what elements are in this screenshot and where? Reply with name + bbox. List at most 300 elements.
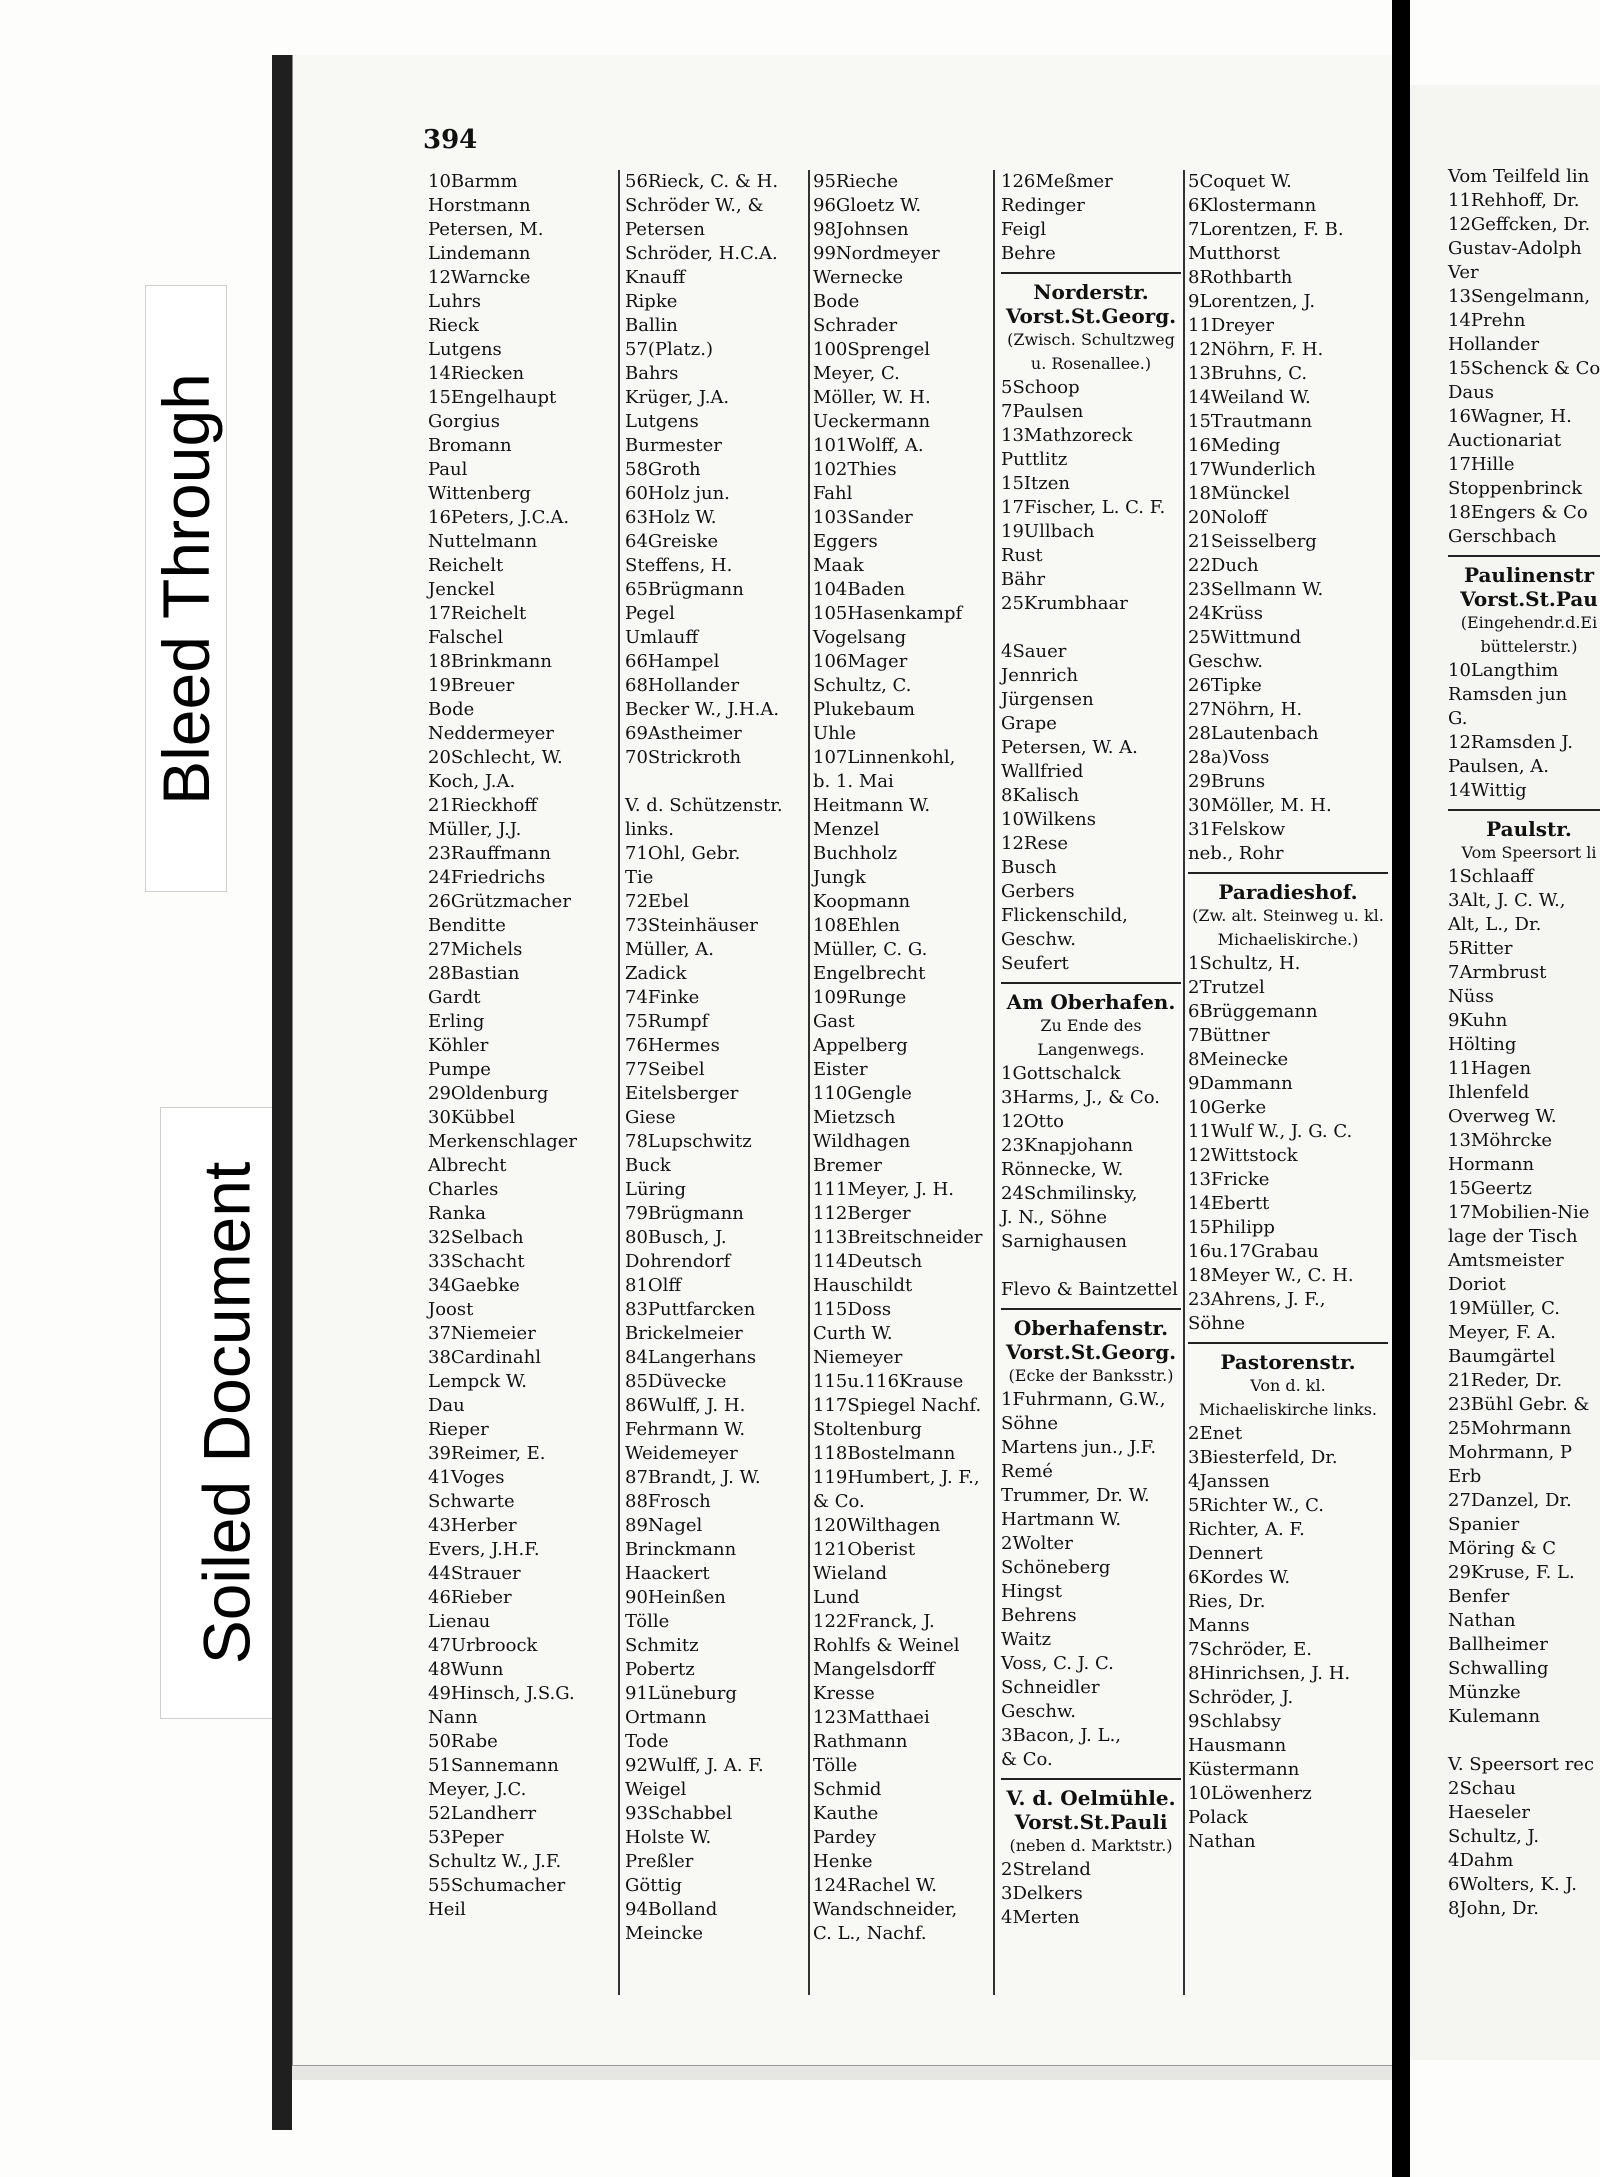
directory-entry: neb., Rohr [1188, 843, 1284, 864]
street-title: Paulstr. [1486, 817, 1572, 841]
directory-entry: 109Runge [813, 987, 907, 1008]
directory-entry: Wandschneider, [813, 1899, 958, 1920]
directory-entry: 111Meyer, J. H. [813, 1179, 955, 1200]
directory-entry: Möller, W. H. [813, 387, 931, 408]
directory-entry: 46Rieber [428, 1587, 512, 1608]
directory-entry: 69Astheimer [625, 723, 742, 744]
directory-entry: 4Dahm [1448, 1850, 1514, 1871]
directory-entry: Haackert [625, 1563, 710, 1584]
directory-entry: Köhler [428, 1035, 489, 1056]
directory-entry: 24Friedrichs [428, 867, 546, 888]
directory-entry: 23Rauffmann [428, 843, 551, 864]
directory-entry: Wieland [813, 1563, 888, 1584]
directory-entry: Schröder, H.C.A. [625, 243, 778, 264]
directory-entry: 7Paulsen [1001, 401, 1084, 422]
directory-entry: 118Bostelmann [813, 1443, 956, 1464]
directory-entry: Mohrmann, P [1448, 1442, 1573, 1463]
directory-entry: Nuttelmann [428, 531, 538, 552]
directory-entry: Schultz W., J.F. [428, 1851, 562, 1872]
directory-entry: 3Bacon, J. L., [1001, 1725, 1122, 1746]
directory-entry: 13Sengelmann, [1448, 286, 1591, 307]
directory-entry: Gerbers [1001, 881, 1075, 902]
directory-entry: 48Wunn [428, 1659, 504, 1680]
directory-entry: 14Wittig [1448, 780, 1527, 801]
directory-entry: 12Nöhrn, F. H. [1188, 339, 1324, 360]
directory-entry: 5Coquet W. [1188, 171, 1292, 192]
directory-entry: Benditte [428, 915, 506, 936]
bleed-through-tag [145, 285, 227, 892]
directory-entry: Rohlfs & Weinel [813, 1635, 960, 1656]
directory-entry: 91Lüneburg [625, 1683, 737, 1704]
directory-entry: 7Büttner [1188, 1025, 1270, 1046]
directory-entry: 93Schabbel [625, 1803, 733, 1824]
directory-entry: 2Schau [1448, 1778, 1516, 1799]
directory-entry: 4Sauer [1001, 641, 1067, 662]
directory-entry: 73Steinhäuser [625, 915, 758, 936]
directory-entry: Rust [1001, 545, 1043, 566]
directory-entry: 115Doss [813, 1299, 892, 1320]
directory-entry: Geschw. [1001, 929, 1076, 950]
directory-entry: Sarnighausen [1001, 1231, 1127, 1252]
directory-entry: 10Gerke [1188, 1097, 1267, 1118]
directory-entry: Curth W. [813, 1323, 893, 1344]
directory-entry: 9Dammann [1188, 1073, 1293, 1094]
directory-entry: Ries, Dr. [1188, 1591, 1266, 1612]
directory-entry: 6Klostermann [1188, 195, 1317, 216]
directory-entry: 16u.17Grabau [1188, 1241, 1319, 1262]
directory-entry: 107Linnenkohl, [813, 747, 956, 768]
directory-entry: 110Gengle [813, 1083, 912, 1104]
directory-entry: 5Schoop [1001, 377, 1080, 398]
directory-entry: 14Ebertt [1188, 1193, 1270, 1214]
directory-entry: 23Knapjohann [1001, 1135, 1134, 1156]
directory-page [292, 55, 1393, 2065]
directory-entry: 9Kuhn [1448, 1010, 1508, 1031]
directory-entry: 8Kalisch [1001, 785, 1080, 806]
facing-page-column [1448, 165, 1600, 1921]
directory-entry: Mutthorst [1188, 243, 1280, 264]
directory-entry: J. N., Söhne [1001, 1207, 1108, 1228]
street-note: (Ecke der Banksstr.) [1008, 1366, 1174, 1385]
directory-entry: Lindemann [428, 243, 531, 264]
directory-entry: 14Weiland W. [1188, 387, 1311, 408]
directory-entry: 119Humbert, J. F., [813, 1467, 980, 1488]
directory-entry: Nathan [1448, 1610, 1516, 1631]
directory-entry: 27Nöhrn, H. [1188, 699, 1303, 720]
directory-entry: Alt, L., Dr. [1448, 914, 1542, 935]
directory-entry: 2Enet [1188, 1423, 1243, 1444]
directory-entry: 49Hinsch, J.S.G. [428, 1683, 575, 1704]
directory-entry: Hormann [1448, 1154, 1535, 1175]
directory-entry: Bremer [813, 1155, 882, 1176]
directory-entry: 115u.116Krause [813, 1371, 964, 1392]
directory-entry: 2Streland [1001, 1859, 1091, 1880]
directory-entry: 100Sprengel [813, 339, 930, 360]
directory-entry: Weidemeyer [625, 1443, 738, 1464]
directory-entry: Schultz, J. [1448, 1826, 1540, 1847]
directory-entry: Kauthe [813, 1803, 879, 1824]
street-note: (Zw. alt. Steinweg u. kl. Michaeliskirche.) [1192, 906, 1384, 949]
directory-entry: 30Möller, M. H. [1188, 795, 1332, 816]
directory-entry: 50Rabe [428, 1731, 498, 1752]
directory-entry: 16Meding [1188, 435, 1281, 456]
directory-entry: 108Ehlen [813, 915, 901, 936]
directory-entry: 21Reder, Dr. [1448, 1370, 1563, 1391]
directory-entry: 25Wittmund [1188, 627, 1302, 648]
directory-entry: 12Geffcken, Dr. [1448, 214, 1591, 235]
directory-entry: 13Möhrcke [1448, 1130, 1553, 1151]
directory-entry: Kresse [813, 1683, 875, 1704]
directory-entry: Behre [1001, 243, 1056, 264]
directory-entry: 15Schenck & Co [1448, 358, 1600, 379]
section-rule [1448, 555, 1600, 557]
directory-entry: 28Bastian [428, 963, 520, 984]
column-5 [1188, 170, 1388, 1854]
directory-entry: Holste W. [625, 1827, 712, 1848]
directory-entry: Puttlitz [1001, 449, 1068, 470]
directory-entry: 19Müller, C. [1448, 1298, 1561, 1319]
directory-entry: Müller, C. G. [813, 939, 928, 960]
section-rule [1448, 809, 1600, 811]
directory-entry: 83Puttfarcken [625, 1299, 756, 1320]
street-subtitle: Vorst.St.Georg. [1005, 1340, 1177, 1364]
directory-entry: 28Lautenbach [1188, 723, 1319, 744]
directory-entry: 101Wolff, A. [813, 435, 924, 456]
directory-entry: Vogelsang [813, 627, 907, 648]
directory-entry: Martens jun., J.F. [1001, 1437, 1157, 1458]
directory-entry: Ueckermann [813, 411, 931, 432]
directory-entry: 17Mobilien-Nie [1448, 1202, 1590, 1223]
directory-entry: 15Philipp [1188, 1217, 1275, 1238]
directory-entry: Benfer [1448, 1586, 1510, 1607]
directory-entry: 22Duch [1188, 555, 1259, 576]
street-subtitle: Vorst.St.Pau [1460, 587, 1598, 611]
directory-entry: 96Gloetz W. [813, 195, 922, 216]
street-note: (Zwisch. Schultzweg u. Rosenallee.) [1007, 330, 1175, 373]
directory-entry: 16Peters, J.C.A. [428, 507, 570, 528]
directory-entry: 18Engers & Co [1448, 502, 1588, 523]
directory-entry: Meyer, J.C. [428, 1779, 527, 1800]
column-4 [1001, 170, 1181, 1930]
directory-entry: Lempck W. [428, 1371, 527, 1392]
directory-entry: 25Mohrmann [1448, 1418, 1572, 1439]
directory-entry: G. [1448, 708, 1468, 729]
directory-entry: 6Brüggemann [1188, 1001, 1318, 1022]
directory-entry: Petersen [625, 219, 705, 240]
directory-entry: Feigl [1001, 219, 1047, 240]
directory-entry: 29Bruns [1188, 771, 1266, 792]
directory-entry: Rathmann [813, 1731, 908, 1752]
directory-entry: Remé [1001, 1461, 1053, 1482]
directory-entry: Reichelt [428, 555, 504, 576]
directory-entry: Engelbrecht [813, 963, 926, 984]
directory-entry: 19Breuer [428, 675, 515, 696]
directory-entry: Wernecke [813, 267, 904, 288]
directory-entry: 103Sander [813, 507, 913, 528]
directory-entry: 12Wittstock [1188, 1145, 1298, 1166]
directory-entry: 122Franck, J. [813, 1611, 935, 1632]
directory-entry: Rönnecke, W. [1001, 1159, 1124, 1180]
directory-entry: Tölle [813, 1755, 858, 1776]
directory-entry: Neddermeyer [428, 723, 554, 744]
directory-entry: Küstermann [1188, 1759, 1300, 1780]
street-title: Pastorenstr. [1220, 1350, 1356, 1374]
directory-entry: Fehrmann W. [625, 1419, 746, 1440]
directory-entry: 18Münckel [1188, 483, 1290, 504]
directory-entry: Lund [813, 1587, 860, 1608]
directory-entry: 20Noloff [1188, 507, 1267, 528]
directory-entry: Ihlenfeld [1448, 1082, 1530, 1103]
directory-entry: Schultz, C. [813, 675, 912, 696]
directory-entry: 17Reichelt [428, 603, 527, 624]
directory-entry: Müller, A. [625, 939, 714, 960]
directory-entry: Jürgensen [1001, 689, 1094, 710]
directory-entry: Gustav-Adolph [1448, 238, 1582, 259]
directory-entry: Redinger [1001, 195, 1085, 216]
directory-entry [625, 770, 783, 794]
directory-entry: Gardt [428, 987, 481, 1008]
book-gutter [1392, 0, 1410, 2177]
directory-entry: Polack [1188, 1807, 1248, 1828]
directory-entry: Lutgens [428, 339, 502, 360]
directory-entry: Hollander [1448, 334, 1540, 355]
directory-entry: 15Engelhaupt [428, 387, 557, 408]
directory-entry: Hauschildt [813, 1275, 913, 1296]
directory-entry: Weigel [625, 1779, 687, 1800]
directory-entry: Gast [813, 1011, 855, 1032]
directory-entry: 53Peper [428, 1827, 504, 1848]
directory-entry: 12Ramsden J. [1448, 732, 1573, 753]
directory-entry: 23Ahrens, J. F., [1188, 1289, 1326, 1310]
directory-entry: 26Grützmacher [428, 891, 571, 912]
directory-entry: Paul [428, 459, 468, 480]
directory-entry: 18Meyer W., C. H. [1188, 1265, 1354, 1286]
directory-entry: Ranka [428, 1203, 486, 1224]
column-divider [618, 170, 620, 1995]
directory-entry: 74Finke [625, 987, 700, 1008]
directory-entry: 56Rieck, C. & H. [625, 171, 779, 192]
directory-entry: 33Schacht [428, 1251, 525, 1272]
directory-entry: Merkenschlager [428, 1131, 578, 1152]
directory-entry: Rieper [428, 1419, 489, 1440]
directory-entry: Münzke [1448, 1682, 1521, 1703]
directory-entry: 37Niemeier [428, 1323, 536, 1344]
directory-entry: Luhrs [428, 291, 481, 312]
directory-entry: Koch, J.A. [428, 771, 516, 792]
directory-entry: Ballin [625, 315, 678, 336]
directory-entry: 23Bühl Gebr. & [1448, 1394, 1590, 1415]
directory-entry: Müller, J.J. [428, 819, 522, 840]
directory-entry: links. [625, 819, 674, 840]
directory-entry: 13Bruhns, C. [1188, 363, 1308, 384]
directory-entry: 5Ritter [1448, 938, 1513, 959]
column-divider [808, 170, 810, 1995]
directory-entry: 104Baden [813, 579, 906, 600]
directory-entry: Lutgens [625, 411, 699, 432]
directory-entry: Brinckmann [625, 1539, 737, 1560]
page-bottom-edge [292, 2065, 1392, 2080]
directory-entry: Petersen, W. A. [1001, 737, 1138, 758]
directory-entry: 78Lupschwitz [625, 1131, 752, 1152]
directory-entry: 94Bolland [625, 1899, 718, 1920]
directory-entry [1448, 1729, 1600, 1753]
directory-entry: Bahrs [625, 363, 679, 384]
directory-entry: 1Schultz, H. [1188, 953, 1301, 974]
directory-entry: Wildhagen [813, 1131, 911, 1152]
directory-entry: 63Holz W. [625, 507, 717, 528]
directory-entry: 11Rehhoff, Dr. [1448, 190, 1580, 211]
directory-entry: Heitmann W. [813, 795, 931, 816]
directory-entry: Spanier [1448, 1514, 1520, 1535]
directory-entry: Stoltenburg [813, 1419, 922, 1440]
directory-entry: 27Danzel, Dr. [1448, 1490, 1572, 1511]
directory-entry: 90Heinßen [625, 1587, 726, 1608]
directory-entry: Brickelmeier [625, 1323, 743, 1344]
directory-entry: 10Langthim [1448, 660, 1559, 681]
street-title: Norderstr. [1033, 280, 1149, 304]
directory-entry: Ver [1448, 262, 1479, 283]
directory-entry: Evers, J.H.F. [428, 1539, 540, 1560]
binder-edge [272, 55, 292, 2130]
directory-entry: 105Hasenkampf [813, 603, 963, 624]
directory-entry: Umlauff [625, 627, 699, 648]
directory-entry: 124Rachel W. [813, 1875, 937, 1896]
directory-entry: Becker W., J.H.A. [625, 699, 780, 720]
directory-entry: 71Ohl, Gebr. [625, 843, 741, 864]
directory-entry: Göttig [625, 1875, 682, 1896]
directory-entry: 27Michels [428, 939, 523, 960]
directory-entry: Bähr [1001, 569, 1046, 590]
directory-entry: Lüring [625, 1179, 687, 1200]
directory-entry: 10Barmm [428, 171, 518, 192]
street-subtitle: Vorst.St.Pauli [1014, 1810, 1168, 1834]
directory-entry: 102Thies [813, 459, 897, 480]
street-note: (neben d. Marktstr.) [1009, 1836, 1173, 1855]
directory-entry: & Co. [1001, 1749, 1053, 1770]
directory-entry: Voss, C. J. C. [1001, 1653, 1114, 1674]
directory-entry: 8Hinrichsen, J. H. [1188, 1663, 1351, 1684]
directory-entry: 5Richter W., C. [1188, 1495, 1325, 1516]
directory-entry: 98Johnsen [813, 219, 909, 240]
directory-entry: Plukebaum [813, 699, 915, 720]
directory-entry: 4Janssen [1188, 1471, 1270, 1492]
section-rule [1001, 272, 1181, 274]
directory-entry: 10Wilkens [1001, 809, 1096, 830]
directory-entry: 3Biesterfeld, Dr. [1188, 1447, 1338, 1468]
directory-entry: 2Trutzel [1188, 977, 1265, 998]
directory-entry: Gerschbach [1448, 526, 1557, 547]
directory-entry: Baumgärtel [1448, 1346, 1556, 1367]
directory-entry: b. 1. Mai [813, 771, 894, 792]
directory-entry: 85Düvecke [625, 1371, 727, 1392]
directory-entry: 89Nagel [625, 1515, 703, 1536]
directory-entry: Schöneberg [1001, 1557, 1111, 1578]
directory-entry: 17Hille [1448, 454, 1515, 475]
directory-entry: 57(Platz.) [625, 339, 713, 360]
directory-entry: 26Tipke [1188, 675, 1262, 696]
directory-entry: Nann [428, 1707, 478, 1728]
directory-entry: Buchholz [813, 843, 898, 864]
directory-entry: Schmitz [625, 1635, 699, 1656]
directory-entry: Daus [1448, 382, 1494, 403]
directory-entry: lage der Tisch [1448, 1226, 1578, 1247]
directory-entry: Pobertz [625, 1659, 695, 1680]
directory-entry: Niemeyer [813, 1347, 903, 1368]
directory-entry: 113Breitschneider [813, 1227, 983, 1248]
directory-entry: Möring & C [1448, 1538, 1556, 1559]
directory-entry: 70Strickroth [625, 747, 742, 768]
directory-entry: Stoppenbrinck [1448, 478, 1583, 499]
bleed-through-label: Bleed Through [149, 372, 223, 805]
directory-entry: Schröder W., & [625, 195, 764, 216]
directory-entry: 11Hagen [1448, 1058, 1532, 1079]
directory-entry: 117Spiegel Nachf. [813, 1395, 982, 1416]
directory-entry: Appelberg [813, 1035, 908, 1056]
directory-entry: Dau [428, 1395, 465, 1416]
directory-entry: 55Schumacher [428, 1875, 566, 1896]
directory-entry: Lienau [428, 1611, 491, 1632]
directory-entry: Rieck [428, 315, 479, 336]
directory-entry: Erling [428, 1011, 485, 1032]
directory-entry: Eitelsberger [625, 1083, 739, 1104]
directory-entry: 8Meinecke [1188, 1049, 1289, 1070]
directory-entry: 15Itzen [1001, 473, 1070, 494]
directory-entry: 121Oberist [813, 1539, 916, 1560]
directory-entry: 120Wilthagen [813, 1515, 941, 1536]
directory-entry: Jenckel [428, 579, 495, 600]
directory-entry: Amtsmeister [1448, 1250, 1564, 1271]
directory-entry: Eggers [813, 531, 878, 552]
directory-entry: Maak [813, 555, 864, 576]
directory-entry: 32Selbach [428, 1227, 524, 1248]
directory-entry: 123Matthaei [813, 1707, 930, 1728]
directory-entry: 9Schlabsy [1188, 1711, 1281, 1732]
directory-entry: 92Wulff, J. A. F. [625, 1755, 764, 1776]
directory-entry: 106Mager [813, 651, 908, 672]
facing-page [1410, 85, 1600, 2060]
column-2 [625, 170, 783, 1946]
directory-entry: Albrecht [428, 1155, 507, 1176]
directory-entry: Erb [1448, 1466, 1482, 1487]
directory-entry: 81Olff [625, 1275, 682, 1296]
directory-entry: 8Rothbarth [1188, 267, 1293, 288]
street-title: Paradieshof. [1218, 880, 1358, 904]
directory-entry: 30Kübbel [428, 1107, 516, 1128]
directory-entry: 12Rese [1001, 833, 1068, 854]
directory-entry: 17Wunderlich [1188, 459, 1316, 480]
street-title: Oberhafenstr. [1013, 1316, 1169, 1340]
directory-entry: V. Speersort rec [1448, 1754, 1595, 1775]
directory-entry: 65Brügmann [625, 579, 744, 600]
directory-entry [1001, 616, 1181, 640]
directory-entry: 2Wolter [1001, 1533, 1073, 1554]
directory-entry: 25Krumbhaar [1001, 593, 1128, 614]
directory-entry: 29Kruse, F. L. [1448, 1562, 1575, 1583]
directory-entry: 12Otto [1001, 1111, 1064, 1132]
directory-entry: 10Löwenherz [1188, 1783, 1312, 1804]
directory-entry: 84Langerhans [625, 1347, 757, 1368]
directory-entry: Schneidler [1001, 1677, 1100, 1698]
directory-entry: 99Nordmeyer [813, 243, 940, 264]
column-3 [813, 170, 983, 1946]
directory-entry: 114Deutsch [813, 1251, 923, 1272]
directory-entry: 9Lorentzen, J. [1188, 291, 1316, 312]
directory-entry: 79Brügmann [625, 1203, 744, 1224]
directory-entry: Schröder, J. [1188, 1687, 1294, 1708]
directory-entry: 24Schmilinsky, [1001, 1183, 1138, 1204]
directory-entry: Jungk [813, 867, 866, 888]
directory-entry: Söhne [1188, 1313, 1246, 1334]
